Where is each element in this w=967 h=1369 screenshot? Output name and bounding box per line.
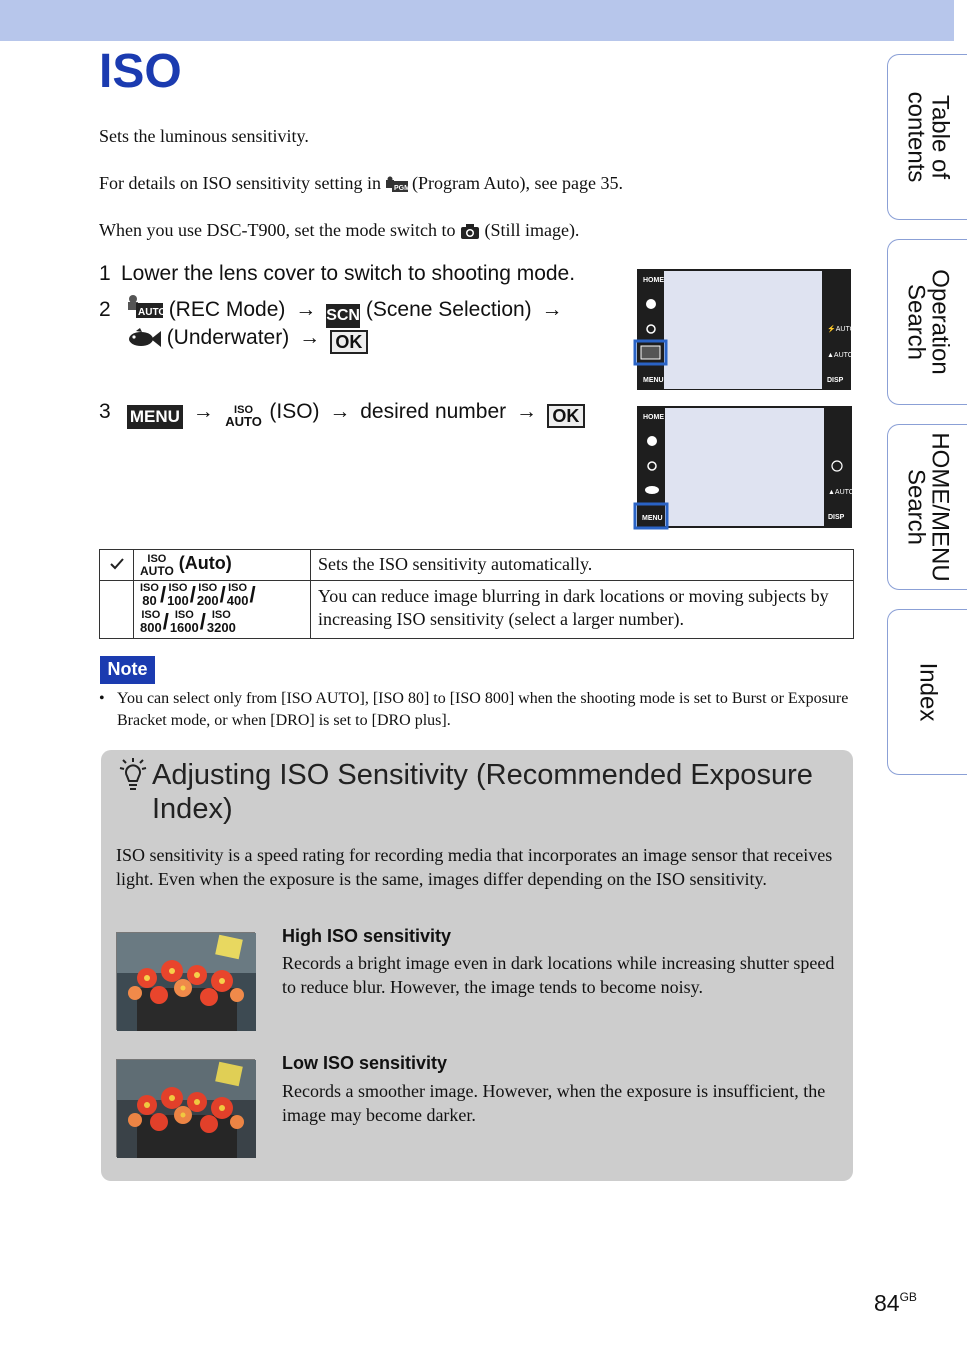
details-line <box>99 172 623 197</box>
step-1-text: Lower the lens cover to switch to shooting mode. <box>121 262 576 285</box>
tab-operation-search[interactable] <box>887 239 967 405</box>
ok-icon <box>330 330 368 354</box>
t900-line <box>99 219 579 244</box>
iso-auto-icon: ISO AUTO <box>140 553 174 578</box>
slash-separator: / <box>159 582 167 607</box>
step-3-iso: (ISO) <box>269 400 320 423</box>
page-number <box>874 1290 917 1317</box>
slash-separator: / <box>189 582 196 607</box>
lightbulb-icon <box>117 756 149 794</box>
step-number: 1 <box>99 262 111 285</box>
step-number: 3 <box>99 400 111 423</box>
high-iso-heading: High ISO sensitivity <box>282 926 452 946</box>
low-iso-text: Records a smoother image. However, when the exposure is insufficient, the image may become darker. <box>282 1081 826 1125</box>
step-3 <box>99 397 585 432</box>
svg-text:PGM: PGM <box>393 185 410 192</box>
lcd-disp-label: DISP <box>828 514 845 521</box>
slash-separator: / <box>249 582 256 607</box>
svg-text:⚡AUTO: ⚡AUTO <box>827 326 856 333</box>
tip-heading: Adjusting ISO Sensitivity (Recommended Exposure Index) <box>152 759 813 825</box>
iso-values-row-1 <box>140 583 304 607</box>
program-auto-icon <box>386 175 408 197</box>
step-2-rec: (REC Mode) <box>168 298 286 321</box>
tab-index[interactable] <box>887 609 967 775</box>
tab-table-of-contents[interactable] <box>887 54 967 220</box>
check-cell <box>100 550 134 581</box>
high-iso-photo <box>116 932 255 1030</box>
iso-values-row-2 <box>140 610 304 634</box>
svg-text:▲AUTO: ▲AUTO <box>828 489 855 496</box>
table-row <box>100 581 854 639</box>
low-iso-photo <box>116 1059 255 1157</box>
tab-home-menu-search[interactable] <box>887 424 967 590</box>
table-row <box>100 550 854 581</box>
arrow-icon: → <box>295 298 317 321</box>
note-body: You can select only from [ISO AUTO], [ISO 80] to [ISO 800] when the shooting mode is set to Burst or Exposure Bracket mode, or when [DRO] is set to [DRO plus]. <box>117 690 849 729</box>
slash-separator: / <box>162 609 169 634</box>
arrow-icon: → <box>329 400 351 423</box>
svg-text:AUTO: AUTO <box>137 307 166 318</box>
step-3-desired: desired number <box>360 400 507 423</box>
ok-label: OK <box>552 406 580 426</box>
camera-icon <box>460 222 480 244</box>
svg-text:▲AUTO: ▲AUTO <box>827 352 854 359</box>
step-1 <box>99 259 575 288</box>
lcd-menu-label: MENU <box>643 377 664 384</box>
iso-value-400: ISO 400 <box>226 582 249 608</box>
tip-body: ISO sensitivity is a speed rating for recording media that incorporates an image sensor that receives light. Even when the exposure is the same, images differ depending on the ISO sensitivity. <box>116 845 833 889</box>
details-before: For details on ISO sensitivity setting in <box>99 173 381 193</box>
slash-separator: / <box>219 582 226 607</box>
ok-icon <box>547 404 585 428</box>
arrow-icon: → <box>516 400 537 423</box>
tab-label: Index <box>914 662 942 722</box>
t900-after: (Still image). <box>484 220 580 240</box>
iso-auto-top: ISO <box>234 404 253 416</box>
menu-icon <box>127 405 183 429</box>
arrow-icon: → <box>541 298 563 321</box>
lcd-home-label: HOME <box>643 414 664 421</box>
top-bar <box>0 0 954 41</box>
step-2-cont <box>99 323 368 356</box>
step-2-scn: (Scene Selection) <box>365 298 532 321</box>
ok-label: OK <box>335 332 363 352</box>
tip-box <box>101 750 853 1181</box>
scn-label: SCN <box>326 307 360 324</box>
lcd-menu-label: MENU <box>642 515 663 522</box>
iso-auto-bottom: AUTO <box>225 414 262 429</box>
iso-value-100: ISO 100 <box>167 582 189 608</box>
low-iso-heading: Low ISO sensitivity <box>282 1053 448 1073</box>
values-description: You can reduce image blurring in dark locations or moving subjects by increasing ISO sensitivity (select a larger number). <box>311 581 854 639</box>
note-text <box>99 688 859 732</box>
iso-options-table <box>99 549 854 639</box>
iso-value-800: ISO 800 <box>140 609 162 635</box>
menu-label: MENU <box>129 407 180 426</box>
lcd-screen-1 <box>634 269 856 391</box>
intro-text: Sets the luminous sensitivity. <box>99 126 309 146</box>
slash-separator: / <box>199 609 206 634</box>
page-title: ISO <box>99 45 182 98</box>
note-bullet: • <box>99 690 105 707</box>
lcd-home-label: HOME <box>643 277 664 284</box>
page-number-suffix: GB <box>899 1290 917 1304</box>
step-number: 2 <box>99 298 111 321</box>
iso-value-200: ISO 200 <box>196 582 219 608</box>
lcd-disp-label: DISP <box>827 377 844 384</box>
iso-value-3200: ISO 3200 <box>206 609 236 635</box>
t900-before: When you use DSC-T900, set the mode switch to <box>99 220 456 240</box>
iso-auto-icon <box>224 404 264 432</box>
page-number-value: 84 <box>874 1290 900 1316</box>
arrow-icon: → <box>299 326 321 349</box>
check-icon <box>109 557 125 571</box>
high-iso-text: Records a bright image even in dark locations while increasing shutter speed to reduce blur. However, the image tends to become noisy. <box>282 953 835 997</box>
tab-label: HOME/MENU Search <box>902 432 954 582</box>
note-label: Note <box>100 656 155 684</box>
tab-label: Operation Search <box>902 269 954 375</box>
underwater-fish-icon <box>127 327 161 356</box>
tab-label: Table of contents <box>902 91 954 183</box>
iso-values-cell <box>134 581 311 639</box>
details-after: (Program Auto), see page 35. <box>412 173 623 193</box>
auto-label: (Auto) <box>178 553 232 573</box>
lcd-screen-2 <box>634 406 855 530</box>
auto-cell <box>134 550 311 581</box>
arrow-icon: → <box>192 400 214 423</box>
step-2-under: (Underwater) <box>166 326 290 349</box>
iso-value-80: ISO 80 <box>140 582 159 608</box>
iso-value-1600: ISO 1600 <box>169 609 199 635</box>
auto-description: Sets the ISO sensitivity automatically. <box>311 550 854 581</box>
